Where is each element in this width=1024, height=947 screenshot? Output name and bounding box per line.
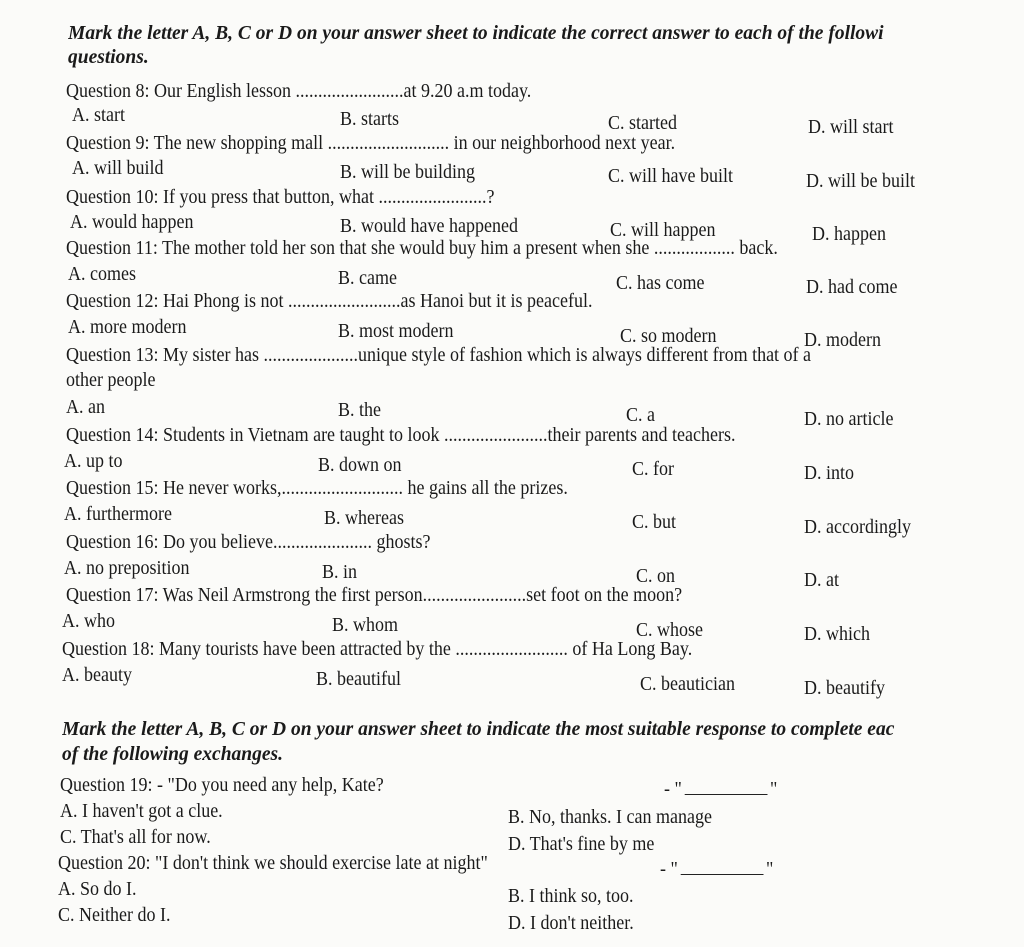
q19-option-c[interactable]: C. That's all for now. — [60, 826, 211, 848]
q16-option-a[interactable]: A. no preposition — [64, 557, 190, 579]
q13-option-b[interactable]: B. the — [338, 399, 382, 421]
q15-option-c[interactable]: C. but — [632, 511, 677, 533]
q19-reply-blank[interactable] — [664, 778, 777, 801]
q13-option-c[interactable]: C. a — [626, 404, 655, 426]
question-15-stem: Question 15: He never works,........................... he gains all the prizes. — [66, 477, 568, 499]
q20-option-b[interactable]: B. I think so, too. — [508, 885, 634, 907]
question-12-stem: Question 12: Hai Phong is not .........................as Hanoi but it is peaceful. — [66, 290, 593, 312]
q18-option-b[interactable]: B. beautiful — [316, 668, 401, 690]
q13-option-d[interactable]: D. no article — [804, 408, 894, 430]
q11-option-d[interactable]: D. had come — [806, 276, 898, 298]
q20-reply-close: " — [766, 858, 774, 880]
q8-option-d[interactable]: D. will start — [808, 116, 894, 138]
q11-option-a[interactable]: A. comes — [68, 263, 136, 285]
q8-option-c[interactable]: C. started — [608, 112, 677, 134]
q19-answer-line — [685, 778, 768, 795]
question-13-stem-cont: other people — [66, 369, 156, 391]
q19-reply-open: - " — [664, 778, 682, 800]
question-10-stem: Question 10: If you press that button, what ........................? — [66, 186, 495, 208]
q20-option-d[interactable]: D. I don't neither. — [508, 912, 634, 934]
q18-option-d[interactable]: D. beautify — [804, 677, 885, 699]
q17-option-a[interactable]: A. who — [62, 610, 116, 632]
q17-option-d[interactable]: D. which — [804, 623, 870, 645]
question-14-stem: Question 14: Students in Vietnam are taught to look .......................their parents and teachers. — [66, 424, 736, 446]
q10-option-b[interactable]: B. would have happened — [340, 215, 518, 237]
question-20-stem: Question 20: "I don't think we should exercise late at night" — [58, 852, 488, 874]
q14-option-a[interactable]: A. up to — [64, 450, 123, 472]
q9-option-a[interactable]: A. will build — [72, 157, 164, 179]
q10-option-d[interactable]: D. happen — [812, 223, 886, 245]
q16-option-d[interactable]: D. at — [804, 569, 840, 591]
q8-option-a[interactable]: A. start — [72, 104, 126, 126]
q9-option-c[interactable]: C. will have built — [608, 165, 734, 187]
q18-option-a[interactable]: A. beauty — [62, 664, 132, 686]
q11-option-c[interactable]: C. has come — [616, 272, 705, 294]
q16-option-c[interactable]: C. on — [636, 565, 676, 587]
q14-option-c[interactable]: C. for — [632, 458, 675, 480]
question-13-stem: Question 13: My sister has .....................unique style of fashion which is always different from that of a — [66, 344, 812, 366]
question-8-stem: Question 8: Our English lesson ........................at 9.20 a.m today. — [66, 80, 532, 102]
q15-option-a[interactable]: A. furthermore — [64, 503, 172, 525]
q10-option-a[interactable]: A. would happen — [70, 211, 194, 233]
q20-answer-line — [681, 858, 764, 875]
q18-option-c[interactable]: C. beautician — [640, 673, 735, 695]
section1-instruction: Mark the letter A, B, C or D on your answer sheet to indicate the correct answer to each of the followi — [68, 23, 884, 44]
q20-option-c[interactable]: C. Neither do I. — [58, 904, 171, 926]
section2-instruction: Mark the letter A, B, C or D on your answer sheet to indicate the most suitable response to complete eac — [62, 719, 895, 740]
q15-option-d[interactable]: D. accordingly — [804, 516, 911, 538]
q9-option-d[interactable]: D. will be built — [806, 170, 915, 192]
question-16-stem: Question 16: Do you believe...................... ghosts? — [66, 531, 431, 553]
q14-option-d[interactable]: D. into — [804, 462, 855, 484]
q17-option-b[interactable]: B. whom — [332, 614, 399, 636]
question-19-stem: Question 19: - "Do you need any help, Kate? — [60, 774, 384, 796]
question-18-stem: Question 18: Many tourists have been attracted by the ......................... of Ha Long Bay. — [62, 638, 693, 660]
q20-reply-blank[interactable] — [660, 858, 773, 881]
q20-option-a[interactable]: A. So do I. — [58, 878, 137, 900]
q15-option-b[interactable]: B. whereas — [324, 507, 404, 529]
q19-option-d[interactable]: D. That's fine by me — [508, 833, 655, 855]
question-11-stem: Question 11: The mother told her son that she would buy him a present when she .................. back. — [66, 237, 778, 259]
section1-instruction-cont: questions. — [68, 47, 149, 68]
section2-instruction-cont: of the following exchanges. — [62, 744, 284, 765]
q12-option-c[interactable]: C. so modern — [620, 325, 717, 347]
q12-option-a[interactable]: A. more modern — [68, 316, 187, 338]
q9-option-b[interactable]: B. will be building — [340, 161, 475, 183]
q12-option-d[interactable]: D. modern — [804, 329, 881, 351]
q19-reply-close: " — [770, 778, 778, 800]
q10-option-c[interactable]: C. will happen — [610, 219, 716, 241]
question-9-stem: Question 9: The new shopping mall ........................... in our neighborhood next year. — [66, 132, 676, 154]
q12-option-b[interactable]: B. most modern — [338, 320, 454, 342]
q13-option-a[interactable]: A. an — [66, 396, 105, 418]
q20-reply-open: - " — [660, 858, 678, 880]
question-17-stem: Question 17: Was Neil Armstrong the first person.......................set foot on the moon? — [66, 584, 683, 606]
q14-option-b[interactable]: B. down on — [318, 454, 402, 476]
q19-option-a[interactable]: A. I haven't got a clue. — [60, 800, 223, 822]
q8-option-b[interactable]: B. starts — [340, 108, 400, 130]
q19-option-b[interactable]: B. No, thanks. I can manage — [508, 806, 712, 828]
q16-option-b[interactable]: B. in — [322, 561, 358, 583]
q17-option-c[interactable]: C. whose — [636, 619, 704, 641]
q11-option-b[interactable]: B. came — [338, 267, 397, 289]
